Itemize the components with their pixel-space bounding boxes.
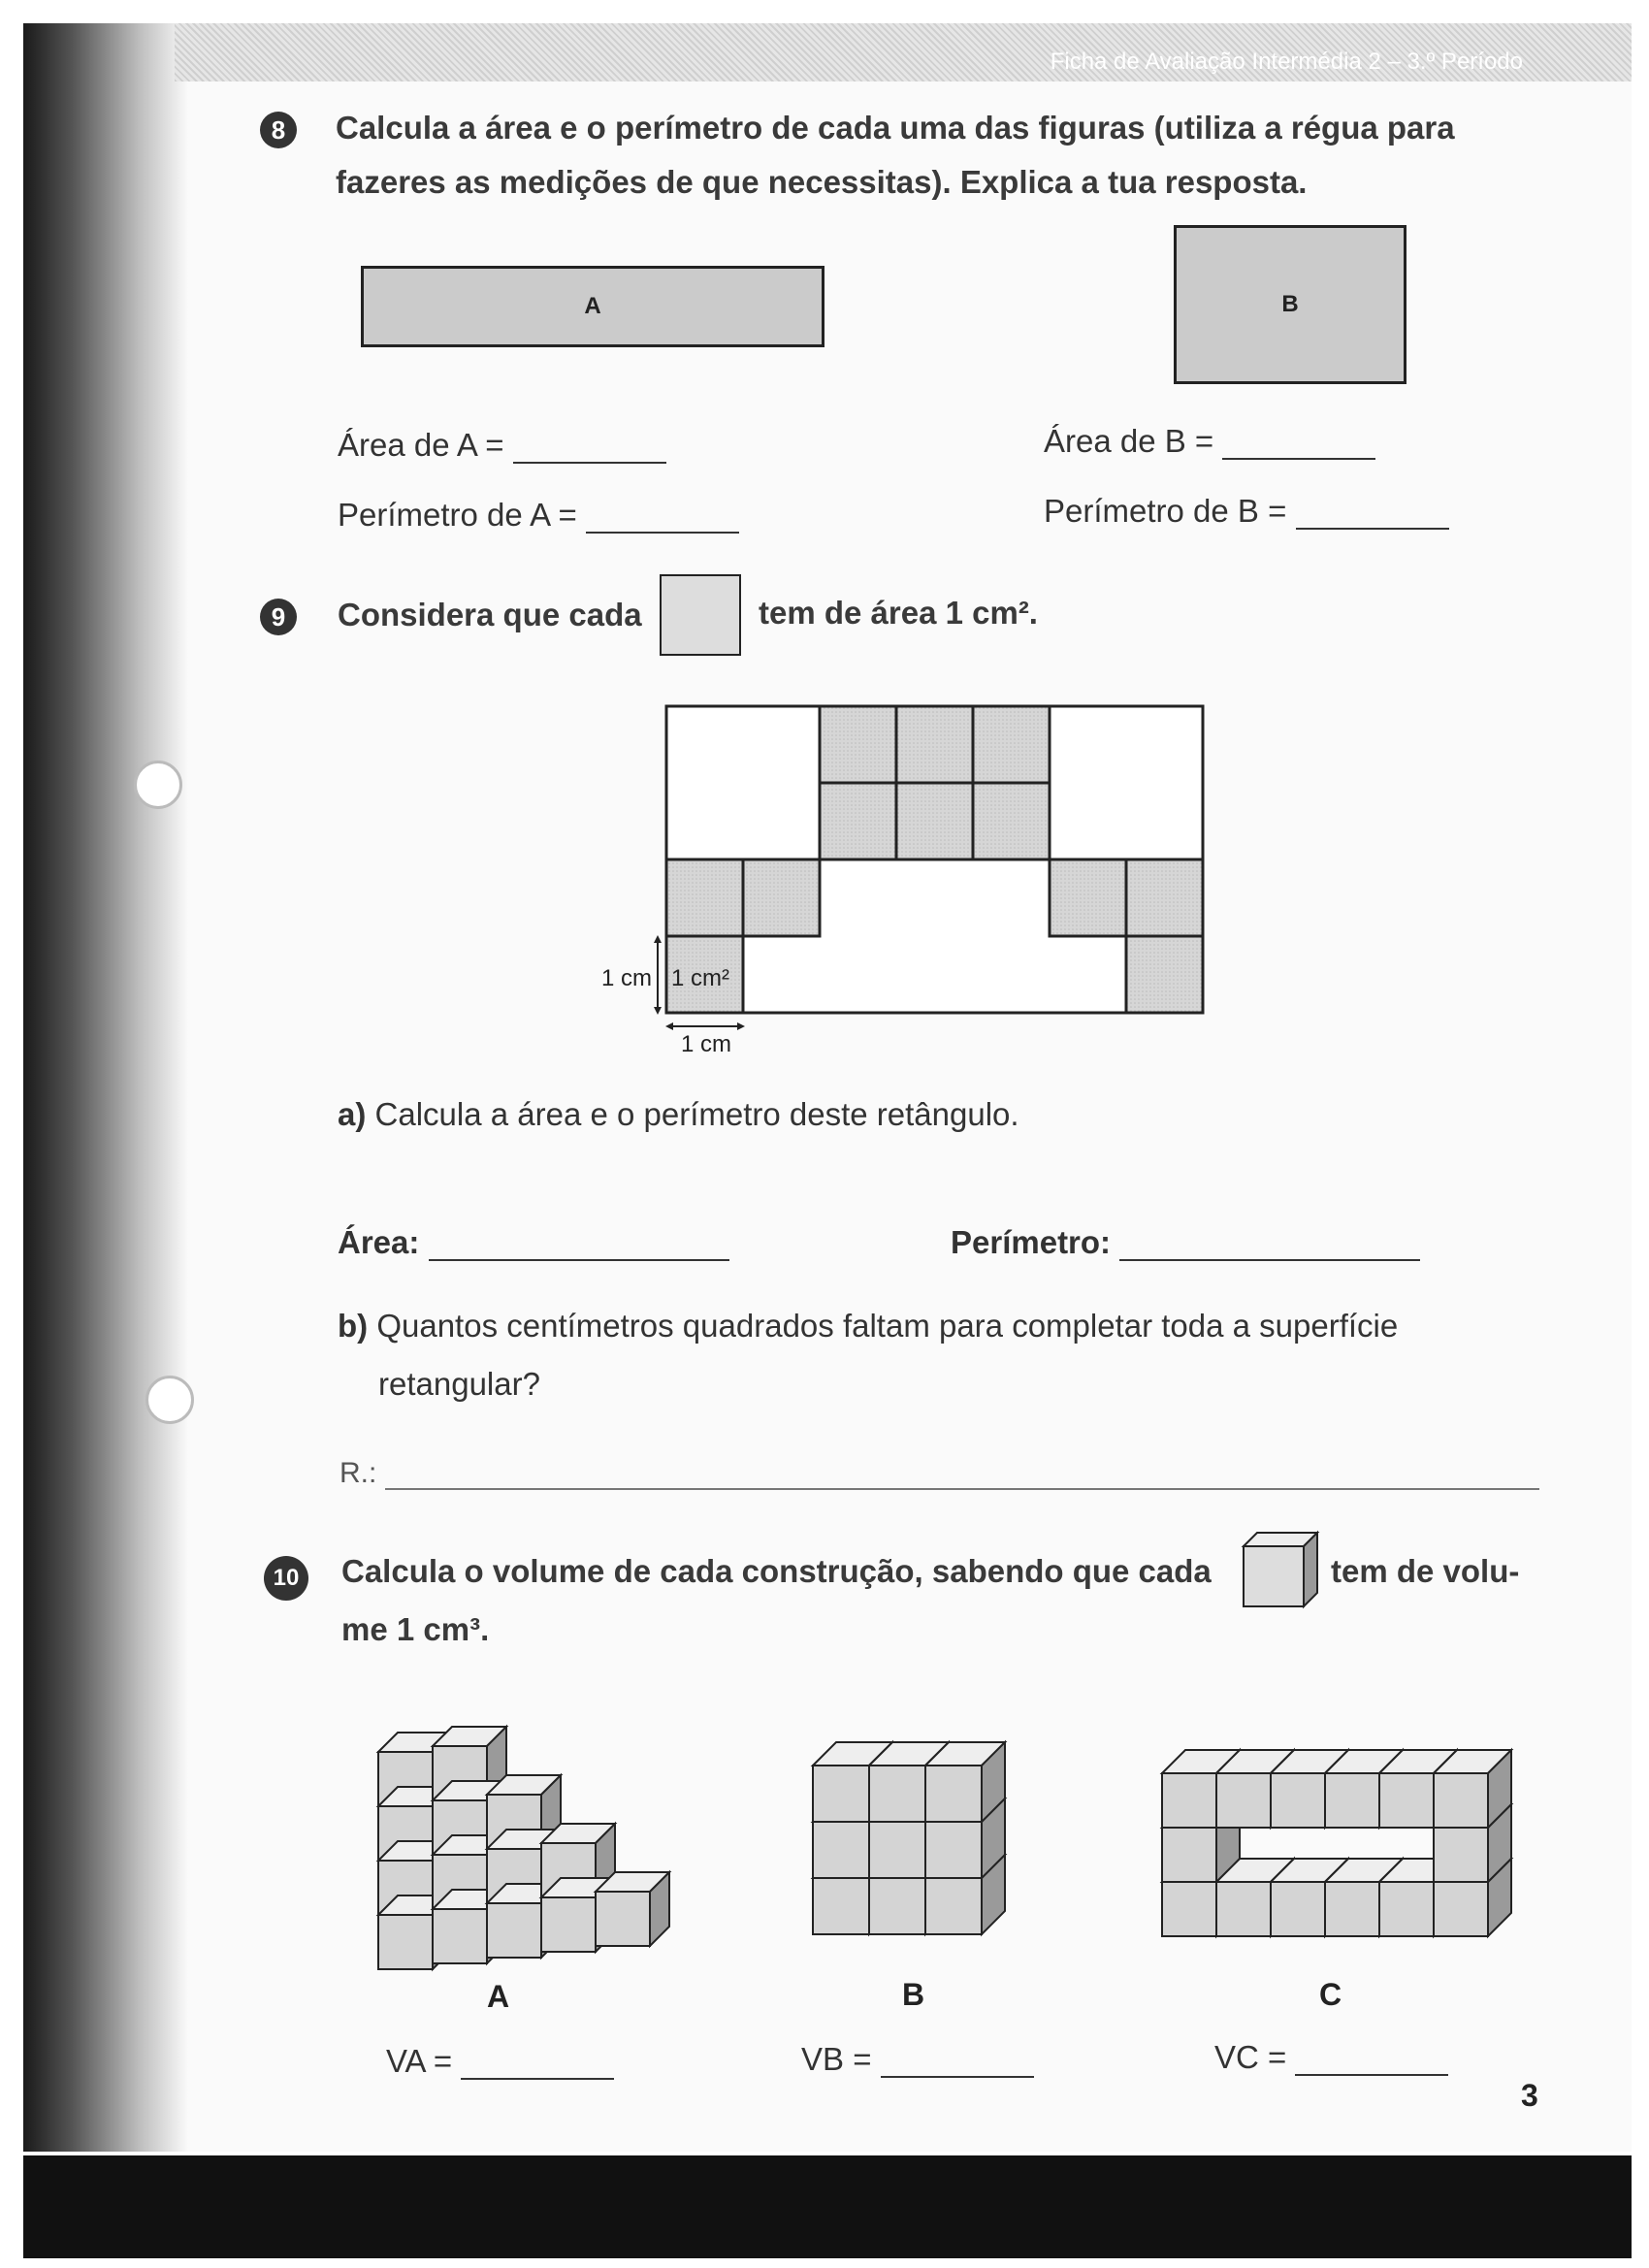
question-10-text-line2: me 1 cm³. — [341, 1611, 490, 1647]
perimetro-answer-line — [951, 1224, 1420, 1261]
header-title: Ficha de Avaliação Intermédia 2 – 3.º Período — [1050, 49, 1523, 75]
cube — [1434, 1750, 1511, 1828]
question-9a-text: Calcula a área e o perímetro deste retângulo. — [374, 1096, 1019, 1132]
bottom-dark-band — [23, 2155, 1632, 2258]
question-9b-text-line1: Quantos centímetros quadrados faltam para completar toda a superfície — [376, 1308, 1399, 1344]
grid-side-label: 1 cm — [600, 965, 652, 991]
construction-a-figure — [369, 1669, 698, 1998]
grid-bottom-label: 1 cm — [680, 1031, 732, 1057]
question-9-text-after: tem de área 1 cm². — [759, 595, 1038, 631]
area-b-label: Área de B = — [1044, 423, 1214, 459]
answer-blank[interactable] — [385, 1459, 1539, 1490]
construction-a-label: A — [487, 1979, 510, 2014]
vc-label: VC = — [1214, 2039, 1287, 2075]
unit-square-icon — [660, 574, 741, 656]
page-number: 3 — [1521, 2078, 1538, 2113]
punch-hole-bottom — [146, 1376, 194, 1424]
area-b-line — [1044, 423, 1375, 460]
question-8-number: 8 — [260, 112, 297, 148]
question-8-text-line1: Calcula a área e o perímetro de cada uma das figuras (utiliza a régua para — [336, 110, 1455, 146]
perimetro-answer-blank[interactable] — [1119, 1230, 1420, 1261]
area-answer-label: Área: — [338, 1224, 420, 1260]
va-label: VA = — [386, 2043, 453, 2079]
answer-line — [340, 1457, 1539, 1490]
cube — [925, 1742, 1005, 1822]
perimetro-a-label: Perímetro de A = — [338, 497, 577, 533]
vb-line — [801, 2041, 1034, 2078]
question-9a — [338, 1096, 1019, 1133]
figure-a-label: A — [584, 293, 601, 319]
area-answer-blank[interactable] — [429, 1230, 729, 1261]
vb-label: VB = — [801, 2041, 872, 2077]
book-spine-shadow — [23, 23, 188, 2152]
question-8-text-line2: fazeres as medições de que necessitas). Explica a tua resposta. — [336, 164, 1308, 200]
perimetro-b-blank[interactable] — [1296, 499, 1449, 530]
question-9b-text-line2: retangular? — [378, 1366, 540, 1402]
vc-blank[interactable] — [1295, 2045, 1448, 2076]
answer-label: R.: — [340, 1457, 377, 1489]
figure-a-rectangle — [361, 266, 824, 347]
vc-line — [1214, 2039, 1448, 2076]
perimetro-b-label: Perímetro de B = — [1044, 493, 1287, 529]
area-a-blank[interactable] — [513, 433, 666, 464]
area-a-line — [338, 427, 666, 464]
figure-b-label: B — [1281, 291, 1299, 317]
vb-blank[interactable] — [881, 2047, 1034, 2078]
construction-b-label: B — [902, 1977, 925, 2012]
punch-hole-top — [134, 761, 182, 809]
cube — [596, 1872, 669, 1946]
perimetro-a-line — [338, 497, 739, 534]
area-grid-figure — [582, 698, 1222, 1067]
perimetro-answer-label: Perímetro: — [951, 1224, 1112, 1260]
area-answer-line — [338, 1224, 729, 1261]
question-10-text-before: Calcula o volume de cada construção, sabendo que cada — [341, 1553, 1212, 1589]
perimetro-a-blank[interactable] — [586, 502, 739, 534]
construction-b-figure — [795, 1727, 1048, 1979]
grid-cell-label: 1 cm² — [671, 965, 729, 991]
construction-c-figure — [1145, 1727, 1552, 1979]
question-10-number: 10 — [264, 1556, 308, 1601]
question-9a-prefix: a) — [338, 1096, 367, 1132]
question-9b-prefix: b) — [338, 1308, 369, 1344]
question-9-number: 9 — [260, 599, 297, 635]
question-9-text-before: Considera que cada — [338, 597, 642, 632]
area-a-label: Área de A = — [338, 427, 504, 463]
area-b-blank[interactable] — [1222, 429, 1375, 460]
unit-cube-icon — [1240, 1529, 1321, 1610]
question-10-text-after: tem de volu- — [1331, 1553, 1520, 1589]
question-9b-line1 — [338, 1308, 1398, 1345]
va-blank[interactable] — [461, 2049, 614, 2080]
construction-c-label: C — [1319, 1977, 1342, 2012]
va-line — [386, 2043, 614, 2080]
perimetro-b-line — [1044, 493, 1449, 530]
header-band — [175, 23, 1632, 81]
figure-b-rectangle — [1174, 225, 1406, 384]
